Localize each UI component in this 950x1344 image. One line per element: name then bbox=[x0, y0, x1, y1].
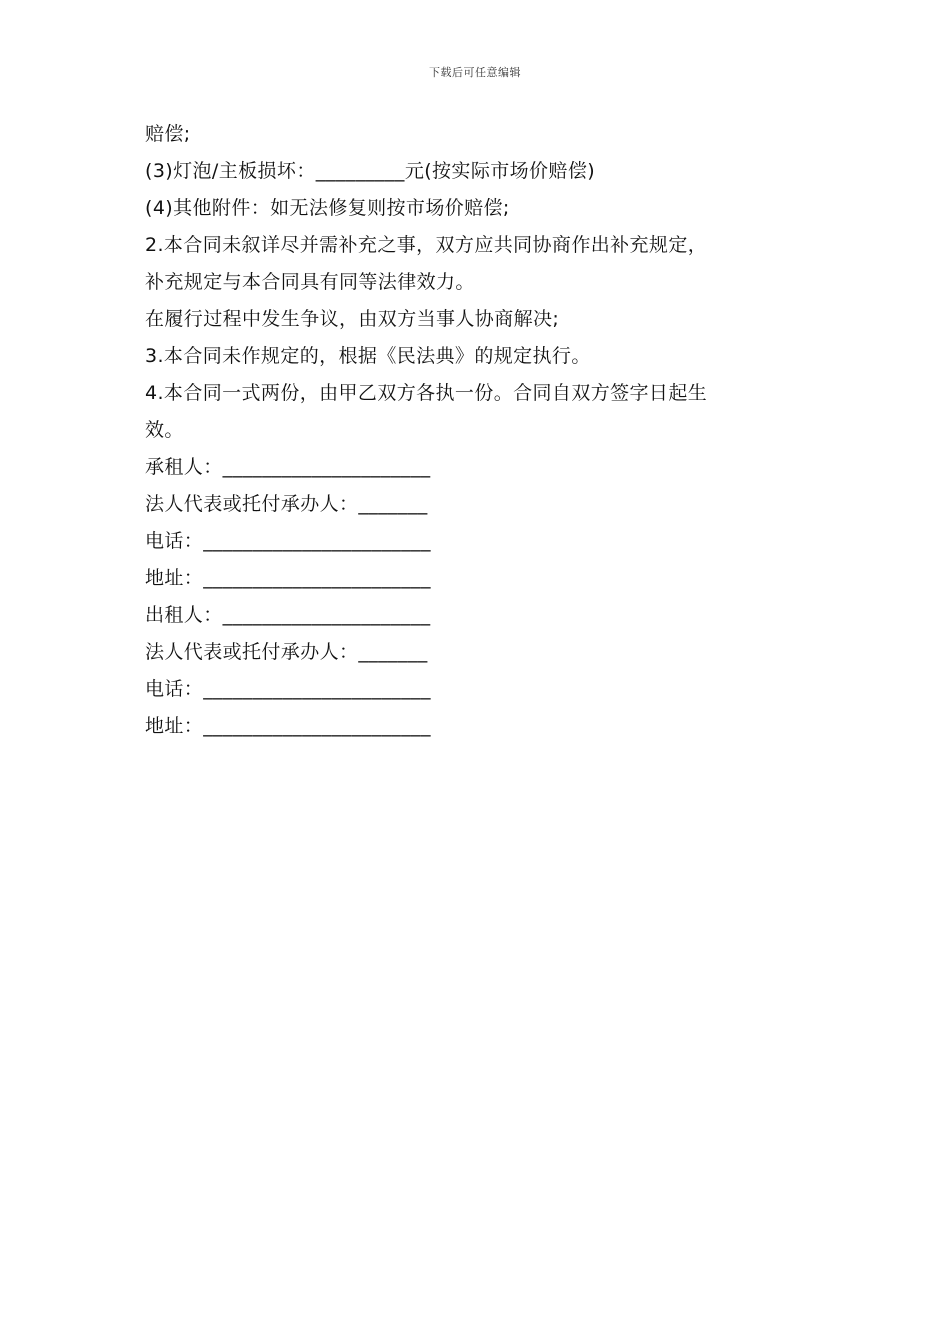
page-header: 下载后可任意编辑 bbox=[429, 66, 521, 79]
contract-body bbox=[145, 116, 815, 745]
text-line-clause-3: 3.本合同未作规定的，根据《民法典》的规定执行。 bbox=[145, 345, 591, 367]
text-line-bulb-board-damage: (3)灯泡/主板损坏：_________元(按实际市场价赔偿) bbox=[145, 160, 596, 182]
lessor-phone-field: 电话：_______________________ bbox=[145, 678, 431, 700]
lessee-phone-field: 电话：_______________________ bbox=[145, 530, 431, 552]
lessor-representative-field: 法人代表或托付承办人：_______ bbox=[145, 641, 428, 663]
text-line-clause-4: 4.本合同一式两份，由甲乙双方各执一份。合同自双方签字日起生 bbox=[145, 382, 708, 404]
lessee-address-field: 地址：_______________________ bbox=[145, 567, 431, 589]
text-line-other-accessories: (4)其他附件：如无法修复则按市场价赔偿; bbox=[145, 197, 510, 219]
lessor-signature-field: 出租人：_____________________ bbox=[145, 604, 431, 626]
text-line-clause-4-cont: 效。 bbox=[145, 419, 184, 441]
lessee-signature-field: 承租人：_____________________ bbox=[145, 456, 431, 478]
lessee-representative-field: 法人代表或托付承办人：_______ bbox=[145, 493, 428, 515]
lessor-address-field: 地址：_______________________ bbox=[145, 715, 431, 737]
text-line-dispute: 在履行过程中发生争议，由双方当事人协商解决; bbox=[145, 308, 560, 330]
text-line-clause-2-cont: 补充规定与本合同具有同等法律效力。 bbox=[145, 271, 475, 293]
text-line-clause-2: 2.本合同未叙详尽并需补充之事，双方应共同协商作出补充规定， bbox=[145, 234, 708, 256]
text-line-compensation: 赔偿; bbox=[145, 123, 191, 145]
